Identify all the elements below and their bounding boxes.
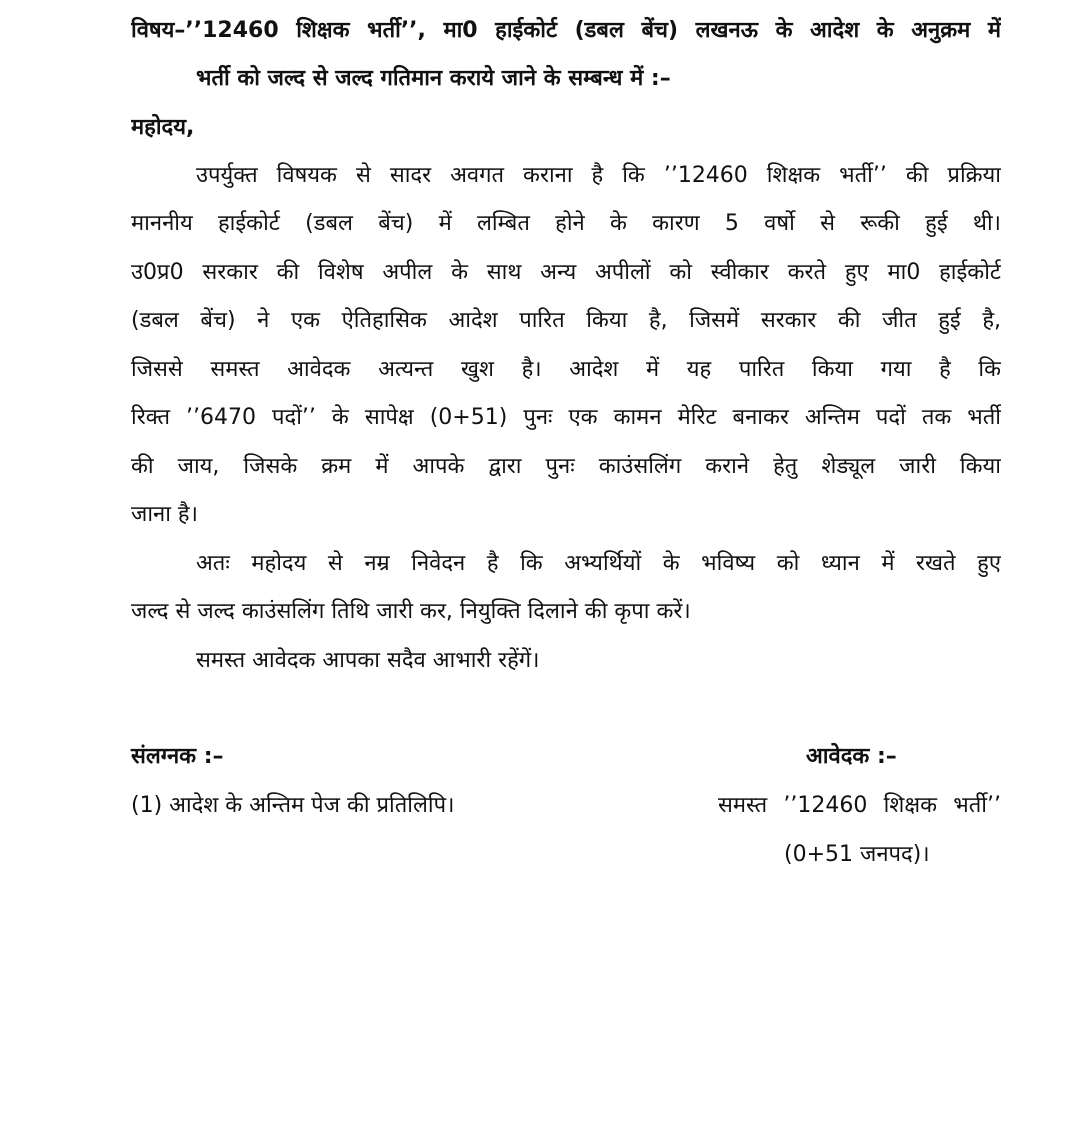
paragraph1-line-5: जिससे समस्त आवेदक अत्यन्त खुश है। आदेश में यह पारित किया गया है कि <box>131 357 1001 382</box>
subject-line-1: विषय–’’12460 शिक्षक भर्ती’’, मा0 हाईकोर्ट (डबल बेंच) लखनऊ के आदेश के अनुक्रम में <box>131 18 1001 43</box>
paragraph1-line-2: माननीय हाईकोर्ट (डबल बेंच) में लम्बित होने के कारण 5 वर्षो से रूकी हुई थी। <box>131 211 1001 236</box>
paragraph1-line-6: रिक्त ’’6470 पदों’’ के सापेक्ष (0+51) पुनः एक कामन मेरिट बनाकर अन्तिम पदों तक भर्ती <box>131 405 1001 430</box>
applicant-line-2: (0+51 जनपद)। <box>784 842 930 867</box>
closing-line: समस्त आवेदक आपका सदैव आभारी रहेंगें। <box>196 648 540 673</box>
paragraph2-line-2: जल्द से जल्द काउंसलिंग तिथि जारी कर, नियुक्ति दिलाने की कृपा करें। <box>131 599 691 624</box>
paragraph1-line-1: उपर्युक्त विषयक से सादर अवगत कराना है कि ’’12460 शिक्षक भर्ती’’ की प्रक्रिया <box>196 163 1001 188</box>
salutation: महोदय, <box>131 115 195 140</box>
enclosure-item: (1) आदेश के अन्तिम पेज की प्रतिलिपि। <box>131 793 455 818</box>
paragraph2-line-1: अतः महोदय से नम्र निवेदन है कि अभ्यर्थियों के भविष्य को ध्यान में रखते हुए <box>196 551 1001 576</box>
paragraph1-line-8: जाना है। <box>131 502 198 527</box>
paragraph1-line-7: की जाय, जिसके क्रम में आपके द्वारा पुनः काउंसलिंग कराने हेतु शेड्यूल जारी किया <box>131 454 1001 479</box>
applicant-heading: आवेदक :– <box>806 744 897 769</box>
paragraph1-line-3: उ0प्र0 सरकार की विशेष अपील के साथ अन्य अपीलों को स्वीकार करते हुए मा0 हाईकोर्ट <box>131 260 1001 285</box>
subject-line-2: भर्ती को जल्द से जल्द गतिमान कराये जाने के सम्बन्ध में :– <box>196 66 671 91</box>
applicant-line-1: समस्त ’’12460 शिक्षक भर्ती’’ <box>718 793 1001 818</box>
paragraph1-line-4: (डबल बेंच) ने एक ऐतिहासिक आदेश पारित किया है, जिसमें सरकार की जीत हुई है, <box>131 308 1001 333</box>
enclosure-heading: संलग्नक :– <box>131 744 224 769</box>
